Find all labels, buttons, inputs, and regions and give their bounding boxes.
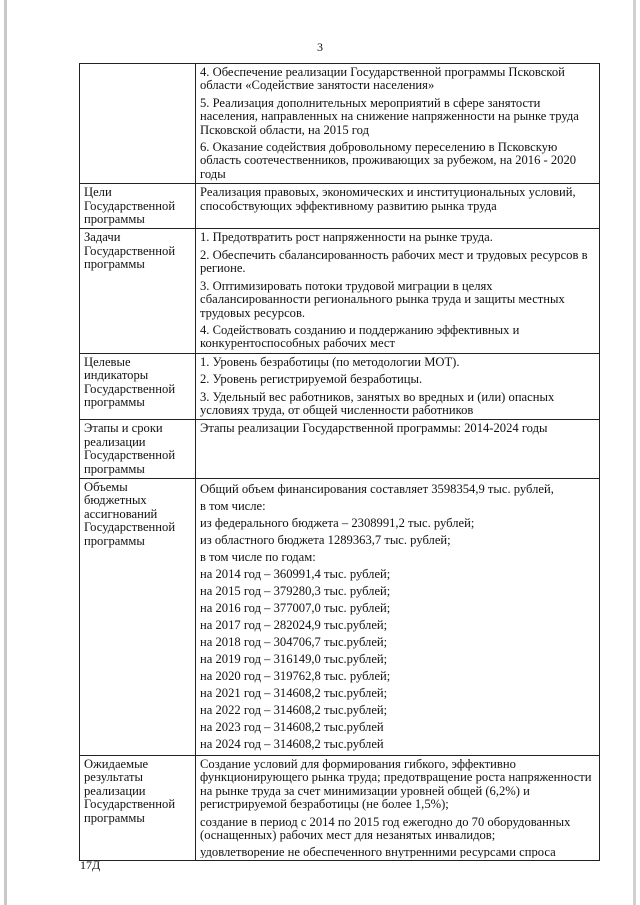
- table-row-budget: [80, 478, 600, 755]
- budget-line: из федерального бюджета – 2308991,2 тыс. рублей;: [200, 515, 475, 530]
- indicators-cell: [196, 353, 600, 420]
- goals-text: Реализация правовых, экономических и институциональных условий, способствующих эффективному развитию рынка труда: [196, 184, 600, 229]
- budget-line: на 2016 год – 377007,0 тыс. рублей;: [200, 600, 391, 615]
- subprogram-item: 4. Обеспечение реализации Государственной программы Псковской области «Содействие занятости населения»: [200, 65, 565, 93]
- budget-cell: [196, 478, 600, 755]
- budget-line: на 2023 год – 314608,2 тыс.рублей: [200, 719, 384, 734]
- budget-line: на 2020 год – 319762,8 тыс. рублей;: [200, 668, 391, 683]
- empty-label-cell: [80, 64, 196, 184]
- indicator-item: 3. Удельный вес работников, занятых во вредных и (или) опасных условиях труда, от общей численности работников: [200, 389, 555, 417]
- table-row-tasks: [80, 229, 600, 353]
- footer-document-code: 17Д: [80, 858, 101, 872]
- continuation-cell: [196, 64, 600, 184]
- table-row-results: [80, 755, 600, 860]
- budget-line: на 2018 год – 304706,7 тыс.рублей;: [200, 634, 388, 649]
- budget-line: на 2014 год – 360991,4 тыс. рублей;: [200, 566, 391, 581]
- budget-line: из областного бюджета 1289363,7 тыс. рублей;: [200, 532, 451, 547]
- budget-line: в том числе:: [200, 498, 266, 513]
- table-row-goals: [80, 184, 600, 229]
- result-item: удовлетворение не обеспеченного внутренними ресурсами спроса: [200, 846, 556, 859]
- stages-text: Этапы реализации Государственной программы: 2014-2024 годы: [196, 420, 600, 479]
- task-item: 3. Оптимизировать потоки трудовой миграции в целях сбалансированности регионального рынка труда и защиты местных трудовых ресурсов.: [200, 278, 565, 320]
- tasks-label: Задачи Государственной программы: [80, 229, 196, 353]
- budget-label: Объемы бюджетных ассигнований Государственной программы: [80, 478, 196, 755]
- indicator-item: 1. Уровень безработицы (по методологии МОТ).: [200, 354, 460, 369]
- result-item: Создание условий для формирования гибкого, эффективно функционирующего рынка труда; предотвращение роста напряженности на рынке труда за счет минимизации уровней общей (6,2%) и регистрируемой безработицы (не более 1,5%);: [200, 756, 592, 812]
- task-item: 1. Предотвратить рост напряженности на рынке труда.: [200, 230, 493, 245]
- budget-line: на 2022 год – 314608,2 тыс.рублей;: [200, 702, 388, 717]
- tasks-cell: [196, 229, 600, 353]
- goals-label: Цели Государственной программы: [80, 184, 196, 229]
- table-row-continuation: [80, 64, 600, 184]
- task-item: 4. Содействовать созданию и поддержанию эффективных и конкурентоспособных рабочих мест: [200, 322, 520, 351]
- results-label: Ожидаемые результаты реализации Государственной программы: [80, 755, 196, 860]
- subprogram-item: 5. Реализация дополнительных мероприятий в сфере занятости населения, направленных на снижение напряженности на рынке труда Псковской области, на 2015 год: [200, 95, 579, 137]
- table-row-indicators: [80, 353, 600, 420]
- results-cell: [196, 755, 600, 860]
- budget-line: Общий объем финансирования составляет 3598354,9 тыс. рублей,: [200, 481, 554, 496]
- table-row-stages: [80, 420, 600, 479]
- budget-line: на 2021 год – 314608,2 тыс.рублей;: [200, 685, 388, 700]
- indicator-item: 2. Уровень регистрируемой безработицы.: [200, 372, 423, 387]
- stages-label: Этапы и сроки реализации Государственной программы: [80, 420, 196, 479]
- scan-edge-right: [633, 0, 636, 905]
- budget-line: на 2015 год – 379280,3 тыс. рублей;: [200, 583, 391, 598]
- task-item: 2. Обеспечить сбалансированность рабочих мест и трудовых ресурсов в регионе.: [200, 247, 588, 276]
- indicators-label: Целевые индикаторы Государственной программы: [80, 353, 196, 420]
- scan-edge-left: [4, 0, 7, 905]
- result-item: создание в период с 2014 по 2015 год ежегодно до 70 оборудованных (оснащенных) рабочих мест для незанятых инвалидов;: [200, 814, 571, 842]
- budget-line: в том числе по годам:: [200, 549, 316, 564]
- page-number: 3: [317, 40, 323, 54]
- program-passport-table: [79, 63, 600, 861]
- budget-line: на 2017 год – 282024,9 тыс.рублей;: [200, 617, 388, 632]
- subprogram-item: 6. Оказание содействия добровольному переселению в Псковскую область соотечественников, проживающих за рубежом, на 2016 - 2020 годы: [200, 140, 577, 181]
- budget-line: на 2019 год – 316149,0 тыс.рублей;: [200, 651, 388, 666]
- budget-line: на 2024 год – 314608,2 тыс.рублей: [200, 736, 384, 751]
